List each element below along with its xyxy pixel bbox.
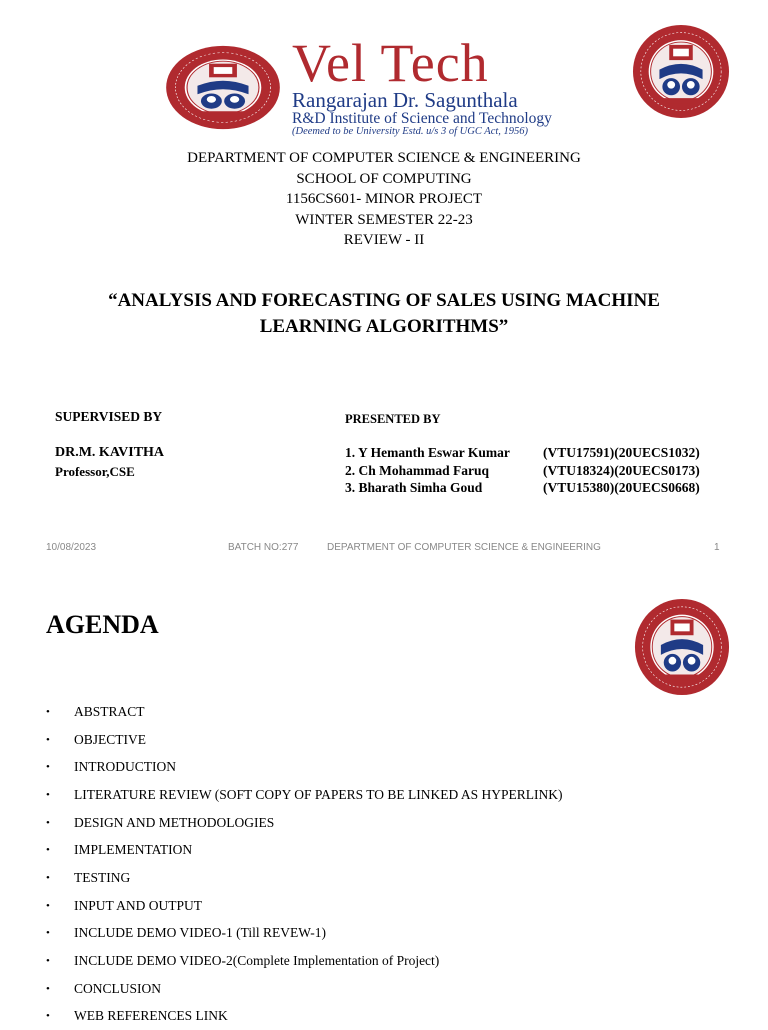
agenda-item-label: INCLUDE DEMO VIDEO-1 (Till REVEW-1): [74, 925, 326, 941]
department-line: DEPARTMENT OF COMPUTER SCIENCE & ENGINEERING: [187, 150, 581, 166]
agenda-item-label: DESIGN AND METHODOLOGIES: [74, 814, 275, 830]
review-line: REVIEW - II: [343, 232, 425, 248]
presenter-ids: (VTU18324)(20UECS0173): [543, 462, 700, 478]
agenda-item-label: WEB REFERENCES LINK: [74, 1008, 228, 1024]
agenda-item-label: INTRODUCTION: [74, 759, 176, 775]
presenter-name: 2. Ch Mohammad Faruq: [345, 462, 490, 478]
presenter-row: [345, 444, 700, 462]
brand-name: Vel Tech: [292, 33, 489, 93]
footer-date: 10/08/2023: [46, 542, 97, 553]
bullet-icon: •: [46, 788, 50, 801]
list-item: [46, 753, 563, 781]
agenda-item-label: INCLUDE DEMO VIDEO-2(Complete Implementation of Project): [74, 953, 440, 969]
university-seal-icon: [632, 24, 730, 119]
semester-line: WINTER SEMESTER 22-23: [295, 211, 473, 228]
bullet-icon: •: [46, 761, 50, 774]
presenter-name: 3. Bharath Simha Goud: [345, 480, 483, 495]
brand-subtitle-2: R&D Institute of Science and Technology: [292, 110, 552, 127]
footer-page-number: 1: [714, 542, 720, 553]
list-item: [46, 809, 563, 837]
supervisor-name: DR.M. KAVITHA: [55, 445, 165, 460]
list-item: [46, 975, 563, 1003]
list-item: [46, 836, 563, 864]
agenda-item-label: CONCLUSION: [74, 980, 162, 996]
project-title-line: LEARNING ALGORITHMS”: [259, 316, 509, 337]
list-item: [46, 892, 563, 920]
bullet-icon: •: [46, 955, 50, 968]
agenda-item-label: OBJECTIVE: [74, 731, 146, 747]
presenter-ids: (VTU17591)(20UECS1032): [543, 445, 700, 460]
list-item: [46, 947, 563, 975]
list-item: [46, 920, 563, 948]
agenda-list: [46, 698, 563, 1030]
agenda-item-label: TESTING: [74, 869, 131, 885]
project-title: [40, 288, 728, 340]
project-title-line: “ANALYSIS AND FORECASTING OF SALES USING MACHINE: [108, 290, 660, 311]
footer-department: DEPARTMENT OF COMPUTER SCIENCE & ENGINEERING: [327, 542, 601, 553]
list-item: [46, 781, 563, 809]
agenda-item-label: ABSTRACT: [74, 703, 145, 719]
bullet-icon: •: [46, 816, 50, 829]
agenda-title: AGENDA: [46, 610, 159, 639]
list-item: [46, 698, 563, 726]
agenda-slide: [0, 566, 768, 1024]
brand-subtitle-3: (Deemed to be University Estd. u/s 3 of UGC Act, 1956): [292, 126, 529, 137]
bullet-icon: •: [46, 705, 50, 718]
footer-batch: BATCH NO:277: [228, 542, 299, 553]
agenda-item-label: LITERATURE REVIEW (SOFT COPY OF PAPERS TO BE LINKED AS HYPERLINK): [74, 786, 563, 802]
list-item: [46, 726, 563, 754]
supervised-by-heading: SUPERVISED BY: [55, 409, 163, 424]
bullet-icon: •: [46, 844, 50, 857]
presenter-ids: (VTU15380)(20UECS0668): [543, 480, 700, 495]
agenda-item-label: INPUT AND OUTPUT: [74, 897, 203, 913]
presenter-name: 1. Y Hemanth Eswar Kumar: [345, 445, 510, 460]
presenter-list: [345, 444, 700, 497]
university-seal-icon: [634, 598, 730, 696]
school-line: SCHOOL OF COMPUTING: [296, 170, 472, 187]
course-line: 1156CS601- MINOR PROJECT: [285, 191, 483, 207]
bullet-icon: •: [46, 982, 50, 995]
bullet-icon: •: [46, 899, 50, 912]
supervisor-role: Professor,CSE: [55, 464, 135, 479]
presented-by-heading: PRESENTED BY: [345, 412, 441, 426]
bullet-icon: •: [46, 927, 50, 940]
agenda-item-label: IMPLEMENTATION: [74, 842, 193, 858]
bullet-icon: •: [46, 733, 50, 746]
brand-subtitle-1: Rangarajan Dr. Sagunthala: [292, 88, 518, 112]
bullet-icon: •: [46, 871, 50, 884]
list-item: [46, 864, 563, 892]
university-seal-icon: [165, 45, 281, 130]
bullet-icon: •: [46, 1010, 50, 1023]
department-heading: [0, 148, 768, 251]
university-wordmark: [292, 33, 592, 138]
list-item: [46, 1003, 563, 1030]
presenter-row: [345, 479, 700, 497]
presenter-row: [345, 462, 700, 480]
